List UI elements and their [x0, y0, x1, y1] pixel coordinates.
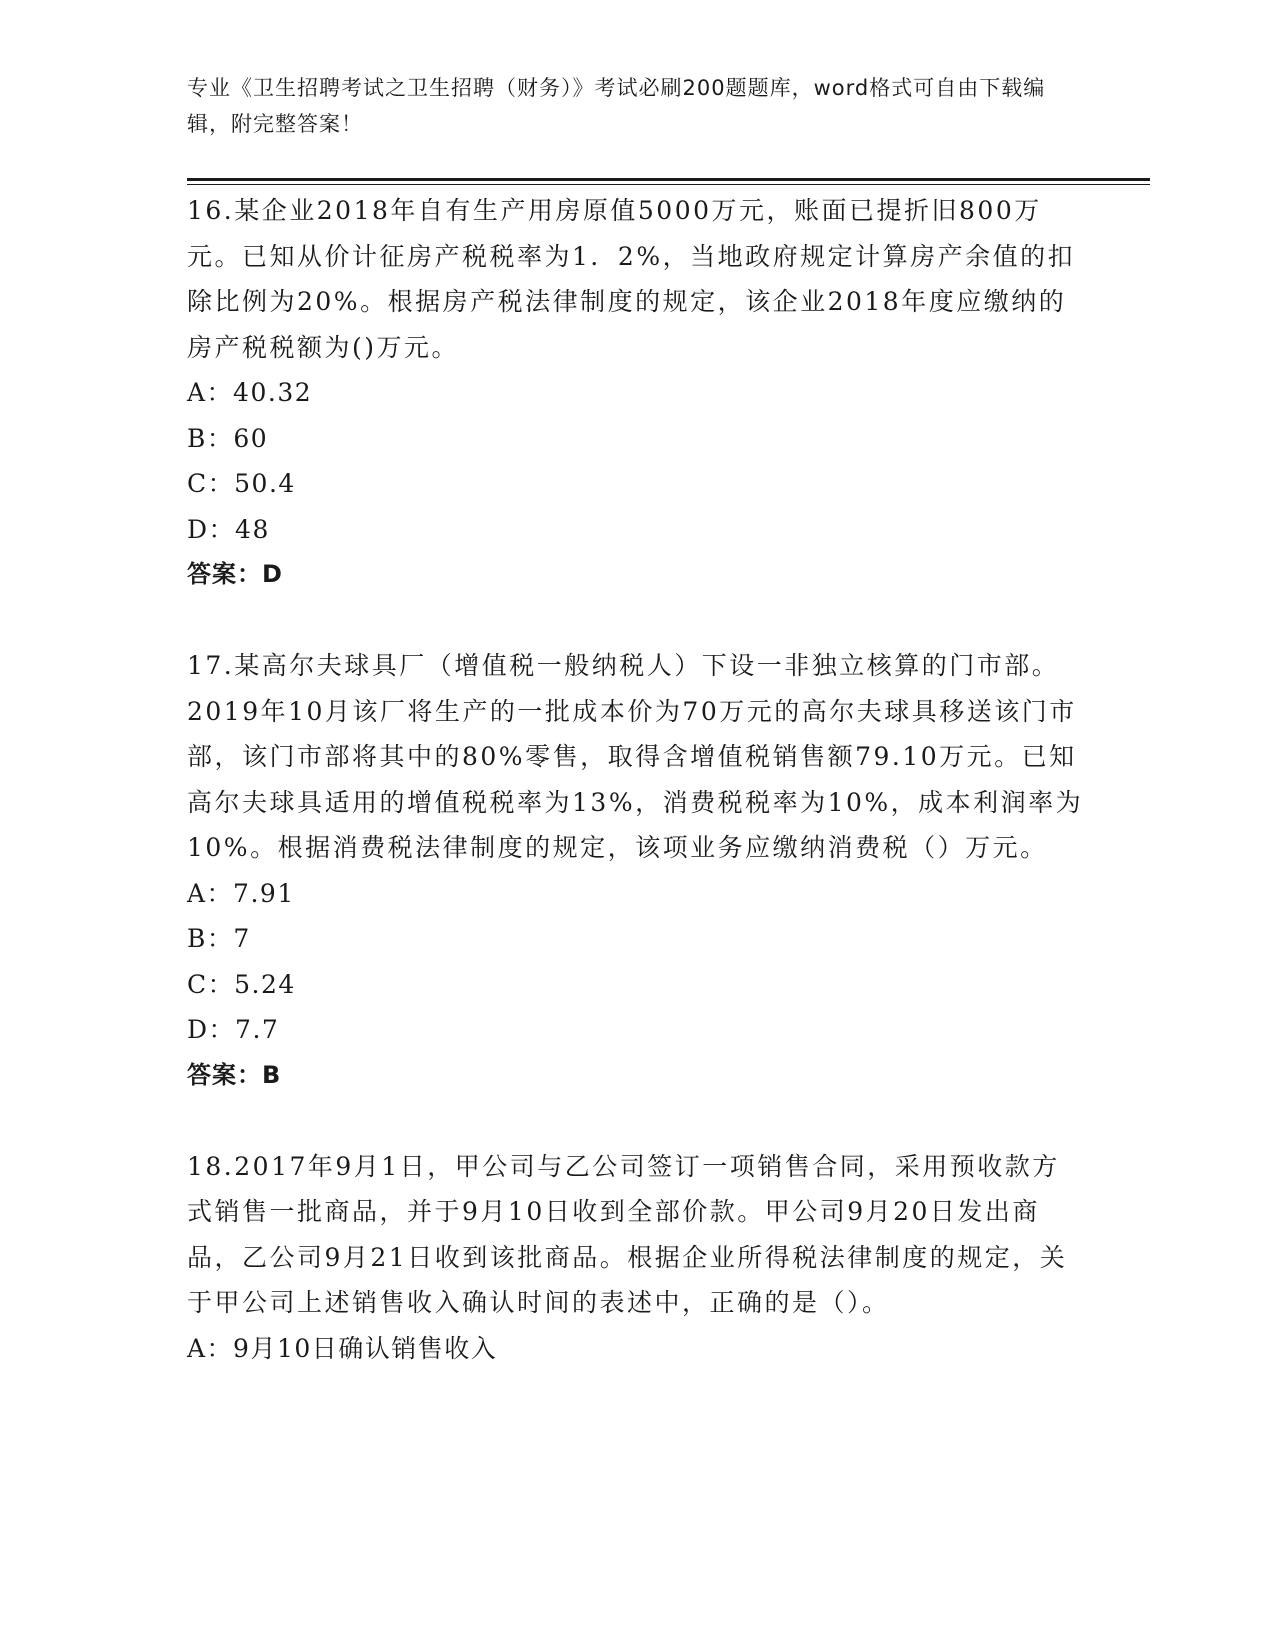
header-divider-thin — [187, 184, 1150, 185]
option-a: A：9月10日确认销售收入 — [187, 1333, 498, 1363]
question-17 — [187, 643, 1087, 1098]
option-d: D：48 — [187, 514, 270, 544]
answer-label: 答案：D — [187, 560, 283, 588]
header-divider-thick — [187, 178, 1150, 181]
option-a: A：40.32 — [187, 378, 313, 407]
option-c: C：50.4 — [187, 469, 296, 498]
question-18 — [187, 1144, 1087, 1372]
document-header: 专业《卫生招聘考试之卫生招聘（财务）》考试必刷200题题库，word格式可自由下载编辑，附完整答案！ — [187, 76, 1046, 136]
option-d: D：7.7 — [187, 1015, 280, 1044]
spacer — [187, 1098, 1087, 1144]
option-c: C：5.24 — [187, 969, 296, 999]
option-b: B：60 — [187, 423, 269, 453]
question-text: 18.2017年9月1日，甲公司与乙公司签订一项销售合同，采用预收款方式销售一批商品，并于9月10日收到全部价款。甲公司9月20日发出商品，乙公司9月21日收到该批商品。根据企业所得税法律制度的规定，关于甲公司上述销售收入确认时间的表述中，正确的是（）。 — [187, 1151, 1068, 1317]
option-a: A：7.91 — [187, 878, 295, 908]
question-list — [187, 188, 1087, 1371]
spacer — [187, 598, 1087, 644]
question-text: 17.某高尔夫球具厂（增值税一般纳税人）下设一非独立核算的门市部。2019年10月该厂将生产的一批成本价为70万元的高尔夫球具移送该门市部，该门市部将其中的80%零售，取得含增值税销售额79.10万元。已知高尔夫球具适用的增值税税率为13%，消费税税率为10%，成本利润率为10%。根据消费税法律制度的规定，该项业务应缴纳消费税（）万元。 — [187, 651, 1084, 862]
question-text: 16.某企业2018年自有生产用房原值5000万元，账面已提折旧800万元。已知从价计征房产税税率为1．2%，当地政府规定计算房产余值的扣除比例为20%。根据房产税法律制度的规定，该企业2018年度应缴纳的房产税税额为()万元。 — [187, 196, 1076, 362]
answer-label: 答案：B — [187, 1060, 282, 1089]
question-16 — [187, 188, 1087, 598]
option-b: B：7 — [187, 924, 251, 953]
